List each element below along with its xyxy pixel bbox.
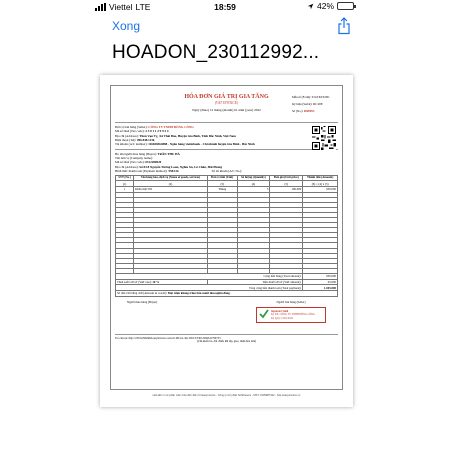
seller-name: CÔNG TY TNHH ĐỒNG CÔNG <box>148 125 194 129</box>
carrier-name: Viettel <box>109 2 133 12</box>
buyer-address: Số 8/18 Nguyễn Tường Loan, Nghĩa Xá, Lê Chân, Hải Phòng <box>139 164 223 169</box>
divider <box>115 334 338 335</box>
qr-code-icon <box>312 126 336 150</box>
table-cell: 1 <box>116 186 134 192</box>
column-index: (2) <box>134 181 208 187</box>
buyer-company-label: Tên đơn vị (Company name): <box>115 155 153 160</box>
amount-in-words: Một triệu không trăm bốn mươi lăm nghìn đồng. <box>167 291 231 296</box>
seller-address: Thôn Vạn Tỵ, Xã Thái Bảo, Huyện Gia Bình, Tỉnh Bắc Ninh, Việt Nam <box>139 133 236 138</box>
payment-method: TM/CK <box>168 168 179 173</box>
seller-address-label: Địa chỉ (Address): <box>115 133 139 138</box>
stamp-header: Signature Valid <box>271 309 289 313</box>
column-index: (3) <box>207 181 237 187</box>
table-cell: 190.000 <box>270 186 303 192</box>
grand-total: 1.045.000 <box>303 285 338 291</box>
location-icon <box>307 3 314 10</box>
seller-phone: 096.848.1136 <box>137 137 155 142</box>
column-header: Đơn vị tính (Unit) <box>207 176 237 181</box>
status-bar <box>0 0 450 16</box>
battery-info <box>307 1 354 11</box>
buyer-tax-label: Mã số thuế (Tax code): <box>115 160 145 165</box>
column-header: Số lượng (Quantity) <box>237 176 270 181</box>
vat-amount-label: Tiền thuế GTGT (VAT amount): <box>207 279 302 285</box>
stamp-date: Ký ngày: 12/01/2022 <box>271 316 294 320</box>
buyer-block <box>115 152 338 174</box>
battery-percent: 42% <box>316 1 334 11</box>
signatures <box>115 300 338 332</box>
column-header: Đơn giá (Unit price) <box>270 176 303 181</box>
seller-name-label: Đơn vị bán hàng (Seller): <box>115 125 148 129</box>
seller-account: 116656564888 - Ngân hàng vietinbank - Chi nhánh huyện Gia Bình - Bắc Ninh <box>148 142 255 147</box>
grand-total-label: Tổng cộng tiền thanh toán (Total payment): <box>116 285 303 291</box>
buyer-person: TRẦN THU HÀ <box>157 151 180 156</box>
in-words-label: Số tiền viết bằng chữ (Amount in words): <box>117 291 168 296</box>
buyer-tax-code: 0312280020 <box>145 160 162 165</box>
invoice-number-label: Số (No.): <box>292 109 304 114</box>
digital-signature-stamp[interactable] <box>256 307 326 324</box>
column-index: (5) <box>270 181 303 187</box>
table-cell: Khăn mặt 595 <box>134 186 208 192</box>
serial-number: Ký hiệu (Serial): DC/20E <box>292 102 323 107</box>
vat-rate-label: Thuế suất GTGT (VAT rate): <box>117 279 152 284</box>
invoice-frame <box>110 85 343 390</box>
checkmark-icon <box>259 309 269 319</box>
column-header: Tên hàng hóa, dịch vụ (Name of goods, services) <box>134 176 208 181</box>
divider <box>115 122 338 123</box>
document-title: HOADON_230112992... <box>112 42 320 63</box>
vat-rate: 10 % <box>152 279 160 284</box>
table-body <box>116 186 338 273</box>
invoice-meta <box>292 95 338 116</box>
totals-block <box>116 274 338 297</box>
subtotal-label: Cộng tiền hàng (Total amount): <box>116 274 303 280</box>
buyer-signature: Người mua hàng (Buyer) <box>127 299 158 304</box>
seller-signature-label: Người bán hàng (Seller) <box>276 299 306 304</box>
nav-bar <box>0 16 450 38</box>
table-cell: 950.000 <box>303 186 338 192</box>
seller-tax-label: Mã số thuế (Tax code): <box>115 129 145 134</box>
invoice-header <box>115 93 338 120</box>
items-table <box>115 175 338 296</box>
invoice-title: HÓA ĐƠN GIÁ TRỊ GIA TĂNG <box>184 94 269 100</box>
clock: 18:59 <box>214 2 236 12</box>
column-index: (1) <box>116 181 134 187</box>
footer-note: (Cần kiểm tra, đối chiếu khi lập, giao, nhận hóa đơn) <box>196 340 257 344</box>
invoice-page[interactable] <box>100 75 353 407</box>
invoice-number: 0000093 <box>303 109 315 114</box>
subtotal-value: 950.000 <box>303 274 338 280</box>
invoice-number-row <box>292 109 338 113</box>
column-index: (4) <box>237 181 270 187</box>
invoice-subtitle: (VAT INVOICE) <box>214 101 239 106</box>
column-header: STT (No.) <box>116 176 134 181</box>
done-button[interactable]: Xong <box>112 19 141 33</box>
buyer-person-label: Họ tên người mua hàng (Buyer): <box>115 151 157 156</box>
battery-icon <box>337 2 354 10</box>
table-cell: 5 <box>237 186 270 192</box>
software-footer: Hóa đơn in từ phần mềm hóa đơn điện tử EasyInvoice - Công ty Cổ phần Softdreams - MST: 0105987432 - http://easyinvoice.vn <box>152 394 301 397</box>
seller-phone-label: Điện thoại (Tel): <box>115 137 137 142</box>
lookup-line[interactable]: Tra cứu tại: http://2301129924hd.easyinvoice.com.vn Mã tra cứu: D6C3/53012284541799733 <box>115 336 221 340</box>
stamp-company: Ký bởi: CÔNG TY TNHH ĐỒNG CÔNG <box>271 313 315 317</box>
table-cell: Thùng <box>207 186 237 192</box>
divider <box>115 149 338 150</box>
seller-account-label: Tài khoản (A/C number): <box>115 142 148 147</box>
seller-block <box>115 125 338 147</box>
network-type: LTE <box>135 2 151 12</box>
form-number: Mẫu số (Form): 01GTKT0/001 <box>292 95 330 99</box>
vat-amount: 95.000 <box>303 279 338 285</box>
seller-tax-code: 2 3 0 1 1 2 9 9 2 4 <box>145 129 169 134</box>
share-icon[interactable] <box>336 17 352 35</box>
column-index: (6) = (4) x (5) <box>303 181 338 187</box>
payment-label: Hình thức thanh toán (Payment method): <box>115 168 168 173</box>
invoice-date: Ngày (Date) 12 tháng (month) 01 năm (year) 2022 <box>192 107 261 112</box>
seller-signature-box <box>256 300 326 332</box>
buyer-address-label: Địa chỉ (Address): <box>115 164 139 169</box>
column-header: Thành tiền (Amount) <box>303 176 338 181</box>
bank-label: Số tài khoản (A/C No.): <box>211 168 243 173</box>
